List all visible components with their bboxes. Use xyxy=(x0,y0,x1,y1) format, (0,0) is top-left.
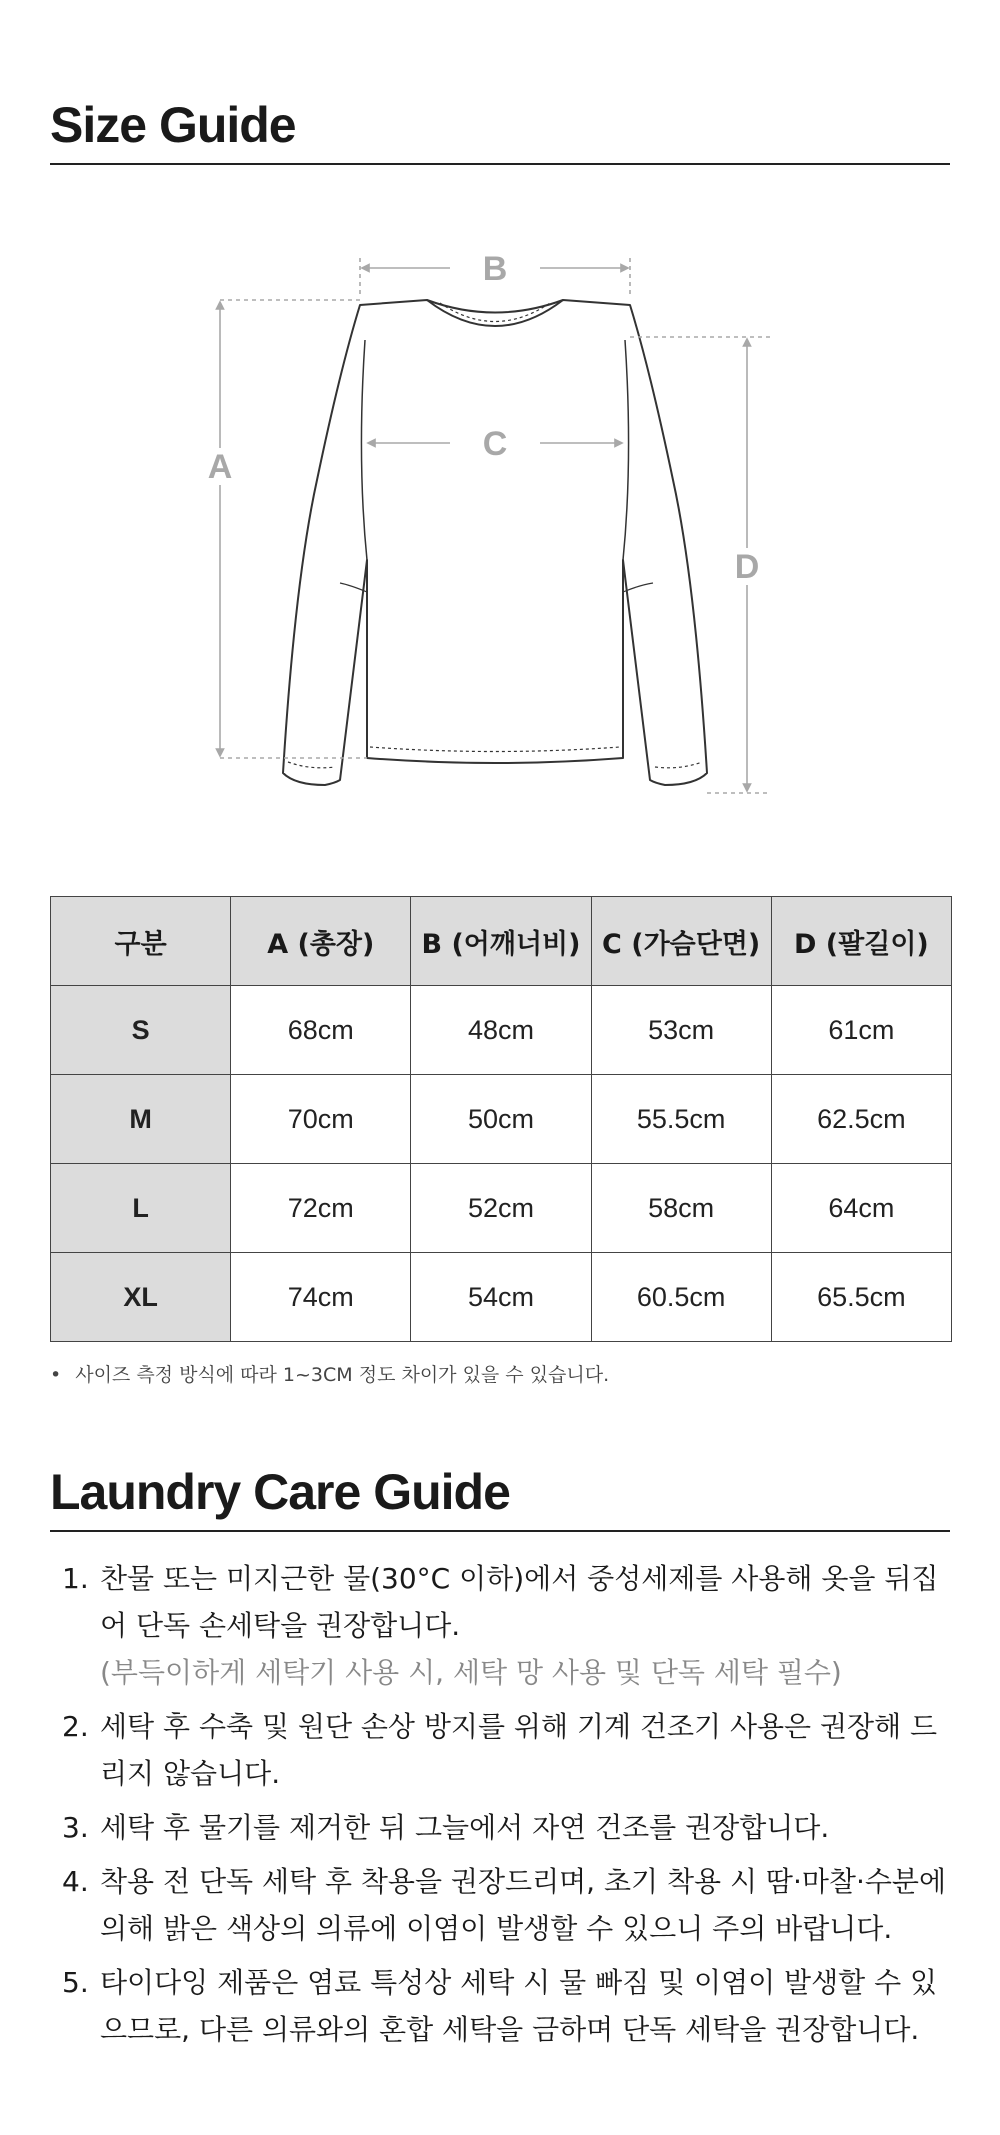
table-header-row xyxy=(51,897,952,986)
diagram-label-c: C xyxy=(482,425,508,463)
table-cell: 62.5cm xyxy=(771,1075,951,1164)
list-item xyxy=(50,1959,960,2053)
diagram-label-d: D xyxy=(734,548,760,586)
item-number: 2. xyxy=(62,1710,89,1743)
list-item xyxy=(50,1858,960,1952)
table-cell: 72cm xyxy=(231,1164,411,1253)
table-cell: 68cm xyxy=(231,986,411,1075)
item-number: 4. xyxy=(62,1865,89,1898)
title-divider xyxy=(50,163,950,165)
header-total-length: A (총장) xyxy=(231,897,411,986)
laundry-care-title: Laundry Care Guide xyxy=(50,1464,510,1520)
table-row xyxy=(51,1253,952,1342)
tshirt-diagram xyxy=(195,240,795,840)
diagram-label-b: B xyxy=(482,250,508,288)
size-guide-title: Size Guide xyxy=(50,97,296,153)
size-note-text: 사이즈 측정 방식에 따라 1~3CM 정도 차이가 있을 수 있습니다. xyxy=(75,1364,610,1386)
bullet-icon: • xyxy=(50,1364,62,1386)
size-label: XL xyxy=(51,1253,231,1342)
table-cell: 54cm xyxy=(411,1253,591,1342)
item-subnote: (부득이하게 세탁기 사용 시, 세탁 망 사용 및 단독 세탁 필수) xyxy=(100,1656,842,1689)
list-item xyxy=(50,1703,960,1797)
table-row xyxy=(51,1075,952,1164)
header-chest-width: C (가슴단면) xyxy=(591,897,771,986)
item-number: 1. xyxy=(62,1562,89,1595)
care-instructions-list xyxy=(50,1555,960,2060)
size-label: M xyxy=(51,1075,231,1164)
header-sleeve-length: D (팔길이) xyxy=(771,897,951,986)
list-item xyxy=(50,1555,960,1696)
size-note xyxy=(50,1360,609,1387)
item-text: 세탁 후 수축 및 원단 손상 방지를 위해 기계 건조기 사용은 권장해 드리지 않습니다. xyxy=(100,1710,938,1790)
item-text: 세탁 후 물기를 제거한 뒤 그늘에서 자연 건조를 권장합니다. xyxy=(100,1811,830,1844)
table-cell: 70cm xyxy=(231,1075,411,1164)
table-cell: 61cm xyxy=(771,986,951,1075)
item-number: 5. xyxy=(62,1966,89,1999)
header-shoulder-width: B (어깨너비) xyxy=(411,897,591,986)
item-text: 타이다잉 제품은 염료 특성상 세탁 시 물 빠짐 및 이염이 발생할 수 있으므로, 다른 의류와의 혼합 세탁을 금하며 단독 세탁을 권장합니다. xyxy=(100,1966,938,2046)
header-category: 구분 xyxy=(51,897,231,986)
title-divider xyxy=(50,1530,950,1532)
table-cell: 64cm xyxy=(771,1164,951,1253)
table-cell: 50cm xyxy=(411,1075,591,1164)
size-label: L xyxy=(51,1164,231,1253)
diagram-label-a: A xyxy=(207,448,233,486)
table-cell: 74cm xyxy=(231,1253,411,1342)
table-row xyxy=(51,986,952,1075)
table-cell: 52cm xyxy=(411,1164,591,1253)
table-cell: 48cm xyxy=(411,986,591,1075)
item-number: 3. xyxy=(62,1811,89,1844)
table-cell: 55.5cm xyxy=(591,1075,771,1164)
tshirt-outline xyxy=(283,300,707,785)
item-text: 찬물 또는 미지근한 물(30°C 이하)에서 중성세제를 사용해 옷을 뒤집어 단독 손세탁을 권장합니다. xyxy=(100,1562,939,1642)
table-cell: 53cm xyxy=(591,986,771,1075)
list-item xyxy=(50,1804,960,1851)
size-label: S xyxy=(51,986,231,1075)
table-row xyxy=(51,1164,952,1253)
item-text: 착용 전 단독 세탁 후 착용을 권장드리며, 초기 착용 시 땀·마찰·수분에 의해 밝은 색상의 의류에 이염이 발생할 수 있으니 주의 바랍니다. xyxy=(100,1865,947,1945)
table-cell: 65.5cm xyxy=(771,1253,951,1342)
table-cell: 58cm xyxy=(591,1164,771,1253)
table-cell: 60.5cm xyxy=(591,1253,771,1342)
size-table xyxy=(50,896,952,1342)
